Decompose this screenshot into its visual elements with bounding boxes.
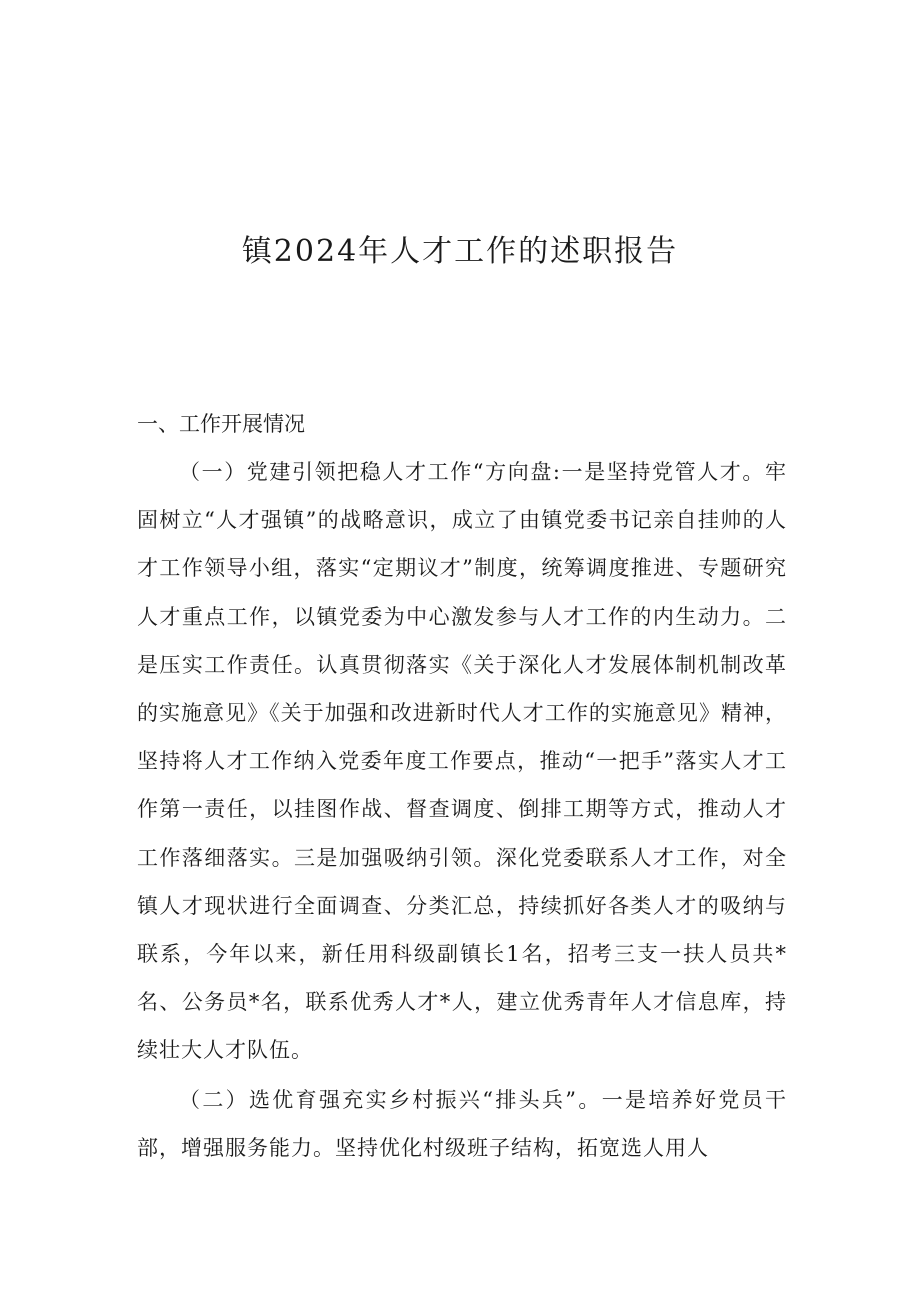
body-paragraph-1: （一）党建引领把稳人才工作“方向盘:一是坚持党管人才。牢固树立“人才强镇”的战略意识，成立了由镇党委书记亲自挂帅的人才工作领导小组，落实“定期议才”制度，统筹调度推进、专题研究人才重点工作，以镇党委为中心激发参与人才工作的内生动力。二是压实工作责任。认真贯彻落实《关于深化人才发展体制机制改革的实施意见》《关于加强和改进新时代人才工作的实施意见》精神，坚持将人才工作纳入党委年度工作要点，推动“一把手”落实人才工作第一责任，以挂图作战、督查调度、倒排工期等方式，推动人才工作落细落实。三是加强吸纳引领。深化党委联系人才工作，对全镇人才现状进行全面调查、分类汇总，持续抓好各类人才的吸纳与联系，今年以来，新任用科级副镇长1名，招考三支一扶人员共*名、公务员*名，联系优秀人才*人，建立优秀青年人才信息库，持续壮大人才队伍。	[137, 460, 787, 1063]
section-heading: 一、工作开展情况	[137, 412, 305, 436]
document-title: 镇2024年人才工作的述职报告	[241, 234, 679, 269]
body-paragraph-2: （二）选优育强充实乡村振兴“排头兵”。一是培养好党员干部，增强服务能力。坚持优化村级班子结构，拓宽选人用人	[137, 1088, 787, 1161]
